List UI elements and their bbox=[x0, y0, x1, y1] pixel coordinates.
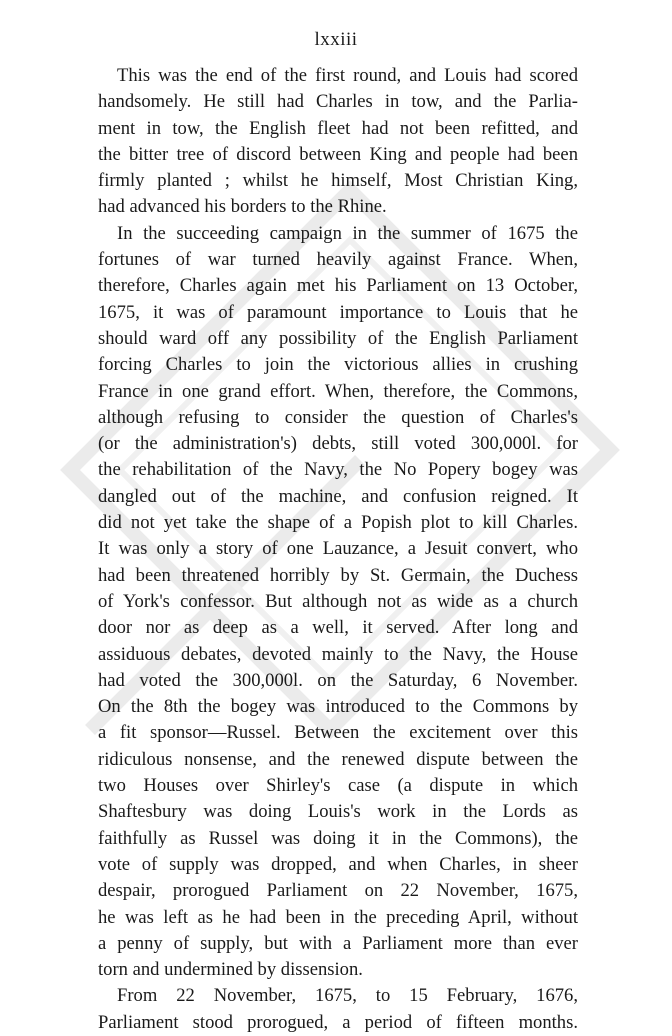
body-text bbox=[98, 63, 578, 1036]
text-line: This was the end of the first round, and Louis had scored bbox=[117, 65, 578, 86]
text-line: faithfully as Russel was doing it in the Commons), the bbox=[98, 827, 578, 849]
text-line: Parliament stood prorogued, a period of fifteen months. bbox=[98, 1011, 578, 1033]
text-line: 1675, it was of paramount importance to Louis that he bbox=[98, 301, 578, 323]
text-line: the bitter tree of discord between King and people had been bbox=[98, 143, 578, 165]
text-line: On the 8th the bogey was introduced to the Commons by bbox=[98, 696, 578, 718]
text-line: handsomely. He still had Charles in tow, and the Parlia- bbox=[98, 91, 578, 113]
text-line: It was only a story of one Lauzance, a Jesuit convert, who bbox=[98, 538, 578, 560]
page-number: lxxiii bbox=[314, 29, 358, 50]
text-line: In the succeeding campaign in the summer of 1675 the bbox=[117, 222, 578, 244]
text-line: a fit sponsor—Russel. Between the excitement over this bbox=[98, 722, 578, 744]
text-line: should ward off any possibility of the English Parliament bbox=[98, 327, 578, 349]
text-line: torn and undermined by dissension. bbox=[98, 959, 363, 981]
text-line: forcing Charles to join the victorious allies in crushing bbox=[98, 354, 578, 376]
text-line: dangled out of the machine, and confusion reigned. It bbox=[98, 485, 578, 507]
text-line: Shaftesbury was doing Louis's work in the Lords as bbox=[98, 801, 578, 823]
text-line: despair, prorogued Parliament on 22 November, 1675, bbox=[98, 880, 578, 902]
text-line: France in one grand effort. When, therefore, the Commons, bbox=[98, 380, 578, 402]
text-line: did not yet take the shape of a Popish plot to kill Charles. bbox=[98, 512, 578, 534]
text-line: From 22 November, 1675, to 15 February, 1676, bbox=[117, 985, 578, 1007]
text-line: two Houses over Shirley's case (a dispute in which bbox=[98, 775, 578, 797]
text-line: had been threatened horribly by St. Germain, the Duchess bbox=[98, 564, 578, 586]
text-line: therefore, Charles again met his Parliament on 13 October, bbox=[98, 275, 578, 297]
text-line: had voted the 300,000l. on the Saturday, 6 November. bbox=[98, 669, 578, 691]
text-line: a penny of supply, but with a Parliament more than ever bbox=[98, 932, 578, 954]
text-line: fortunes of war turned heavily against France. When, bbox=[98, 249, 578, 271]
text-line: door nor as deep as a well, it served. After long and bbox=[98, 617, 578, 639]
text-line: ridiculous nonsense, and the renewed dispute between the bbox=[98, 748, 578, 770]
text-line: ment in tow, the English fleet had not been refitted, and bbox=[98, 117, 578, 139]
text-line: of York's confessor. But although not as wide as a church bbox=[98, 590, 578, 612]
text-line: although refusing to consider the question of Charles's bbox=[98, 406, 578, 428]
text-line: the rehabilitation of the Navy, the No Popery bogey was bbox=[98, 459, 578, 481]
text-line: he was left as he had been in the preceding April, without bbox=[98, 906, 578, 928]
text-line: had advanced his borders to the Rhine. bbox=[98, 196, 387, 218]
text-line: assiduous debates, devoted mainly to the Navy, the House bbox=[98, 643, 578, 665]
text-line: vote of supply was dropped, and when Charles, in sheer bbox=[98, 853, 578, 875]
text-line: firmly planted ; whilst he himself, Most Christian King, bbox=[98, 170, 578, 192]
text-line: (or the administration's) debts, still voted 300,000l. for bbox=[98, 433, 578, 455]
